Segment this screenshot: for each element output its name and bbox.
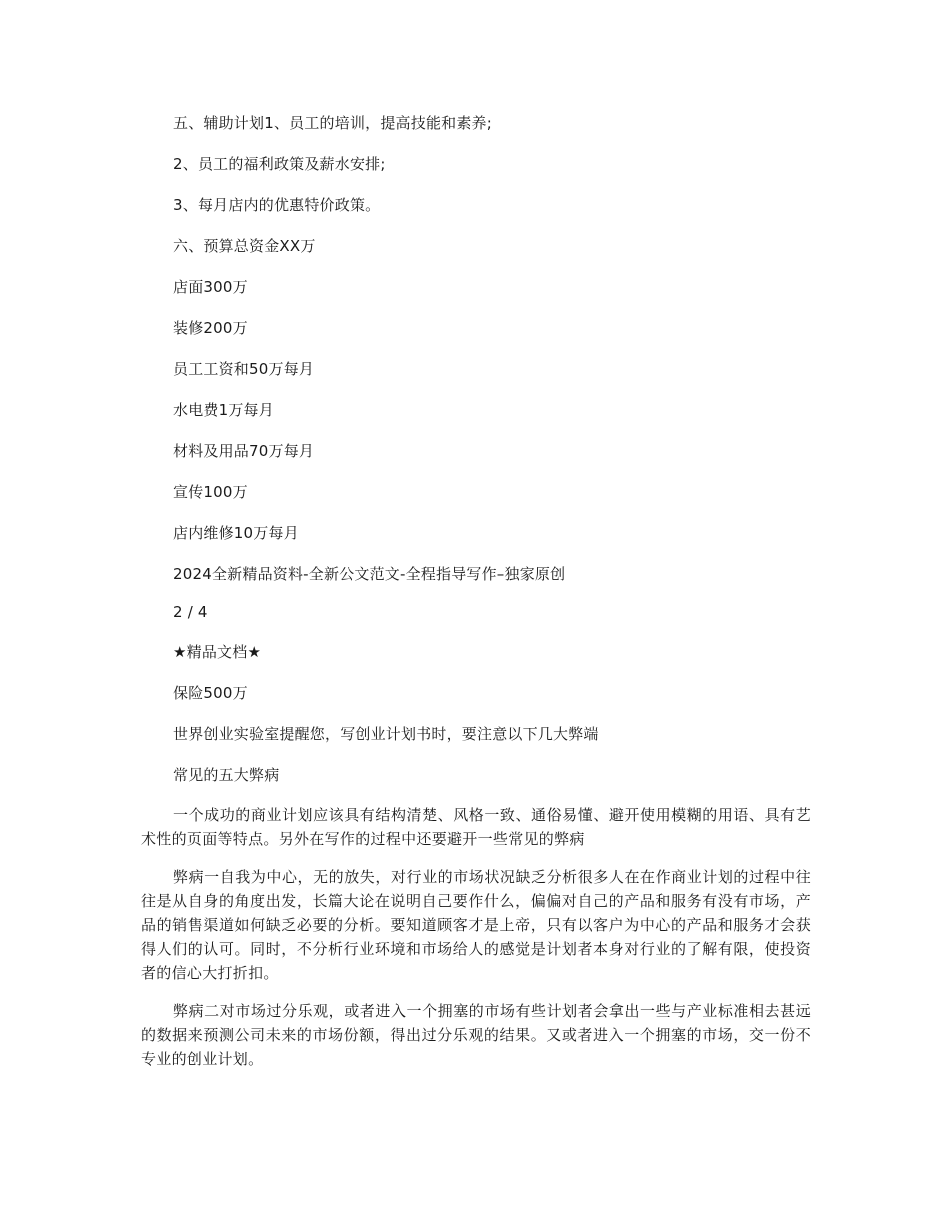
- section-heading: 六、预算总资金XX万: [173, 237, 316, 255]
- budget-item: 店内维修10万每月: [173, 524, 299, 542]
- page-footer-text: 2024全新精品资料-全新公文范文-全程指导写作–独家原创: [173, 565, 566, 583]
- text-line: 五、辅助计划1、员工的培训，提高技能和素养;: [173, 114, 492, 132]
- text-line: 2、员工的福利政策及薪水安排;: [173, 155, 386, 173]
- budget-item: 店面300万: [173, 278, 248, 296]
- body-paragraph: 弊病一自我为中心，无的放失，对行业的市场状况缺乏分析很多人在在作商业计划的过程中往往是从自身的角度出发，长篇大论在说明自己要作什么，偏偏对自己的产品和服务有没有市场，产品的销售渠道如何缺乏必要的分析。要知道顾客才是上帝，只有以客户为中心的产品和服务才会获得人们的认可。同时，不分析行业环境和市场给人的感觉是计划者本身对行业的了解有限，使投资者的信心大打折扣。: [141, 868, 811, 982]
- text-line: 世界创业实验室提醒您，写创业计划书时，要注意以下几大弊端: [173, 725, 599, 743]
- page-number: 2 / 4: [173, 603, 208, 621]
- budget-item: 员工工资和50万每月: [173, 360, 315, 378]
- budget-item: 宣传100万: [173, 483, 248, 501]
- text-line: 3、每月店内的优惠特价政策。: [173, 196, 381, 214]
- budget-item: 保险500万: [173, 684, 248, 702]
- page-header-text: ★精品文档★: [173, 643, 262, 661]
- body-paragraph: 弊病二对市场过分乐观，或者进入一个拥塞的市场有些计划者会拿出一些与产业标准相去甚远的数据来预测公司未来的市场份额，得出过分乐观的结果。又或者进入一个拥塞的市场，交一份不专业的创业计划。: [141, 1002, 811, 1068]
- budget-item: 水电费1万每月: [173, 401, 274, 419]
- budget-item: 材料及用品70万每月: [173, 442, 315, 460]
- budget-item: 装修200万: [173, 319, 248, 337]
- section-heading: 常见的五大弊病: [173, 766, 280, 784]
- body-paragraph: 一个成功的商业计划应该具有结构清楚、风格一致、通俗易懂、避开使用模糊的用语、具有艺术性的页面等特点。另外在写作的过程中还要避开一些常见的弊病: [141, 806, 811, 848]
